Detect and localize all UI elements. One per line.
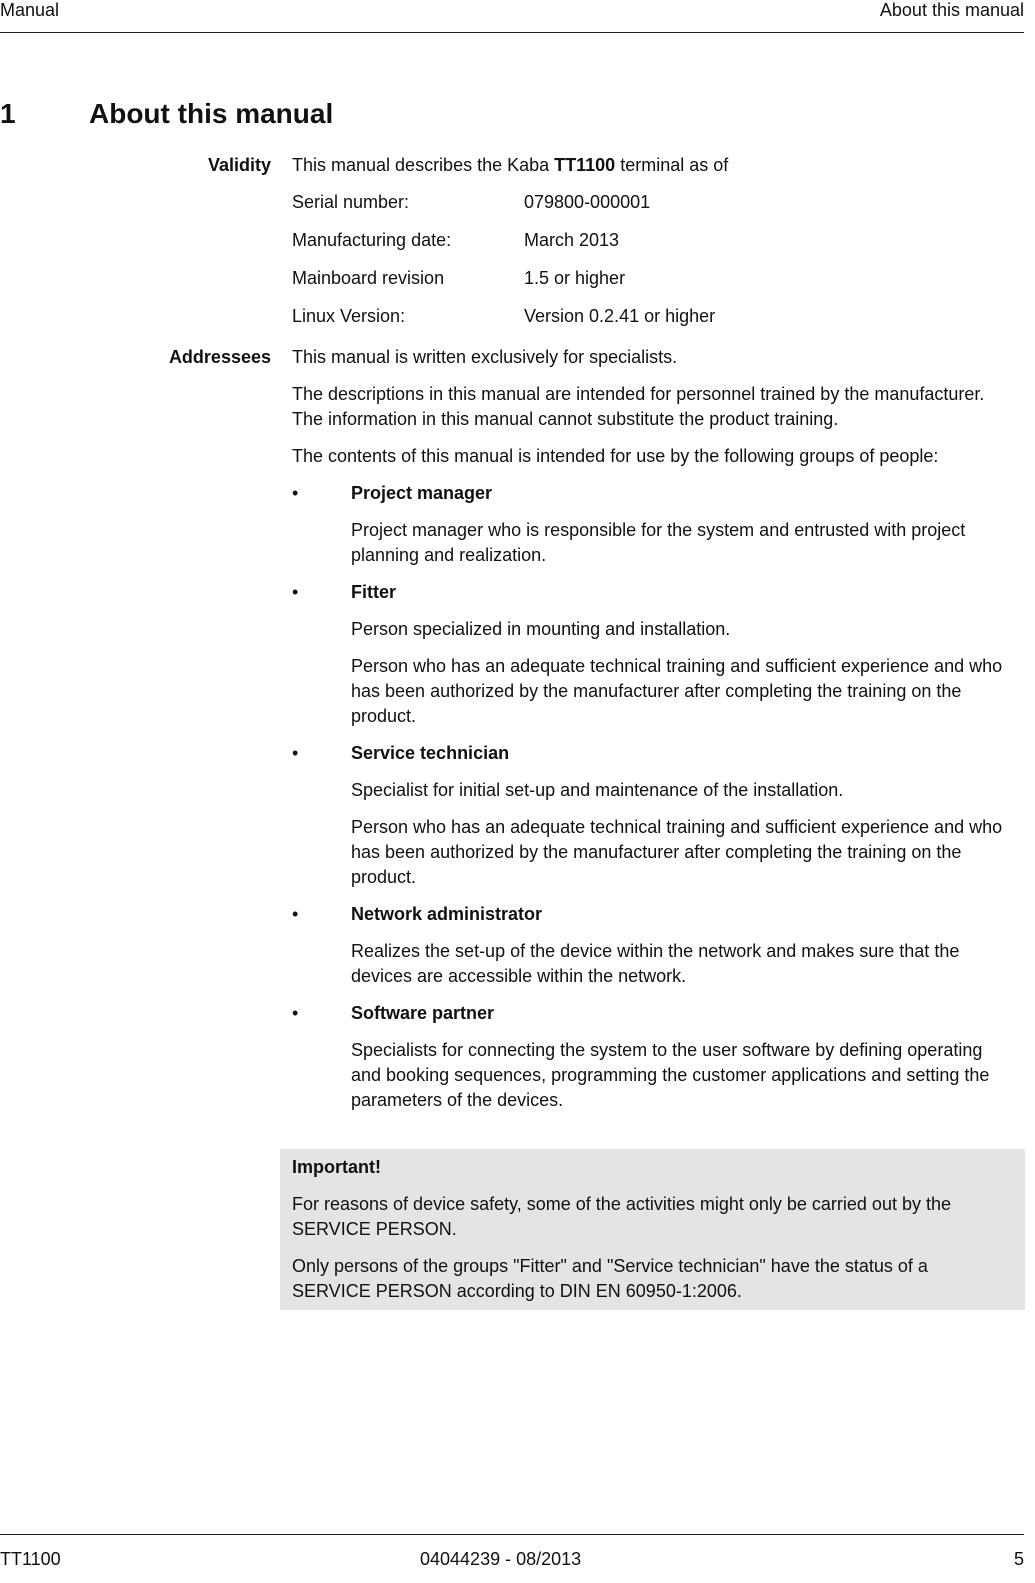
bullet: • bbox=[292, 904, 299, 924]
bullet: • bbox=[292, 582, 299, 602]
group-title: Fitter bbox=[351, 582, 396, 602]
addressees-section bbox=[292, 345, 1016, 1125]
footer-doc-number: 04044239 - 08/2013 bbox=[420, 1549, 582, 1569]
validity-row-serial bbox=[292, 190, 1016, 215]
group-software-partner bbox=[292, 1001, 1016, 1026]
validity-intro-post: terminal as of bbox=[615, 155, 729, 175]
validity-value: 1.5 or higher bbox=[524, 268, 626, 288]
footer-product: TT1100 bbox=[0, 1549, 61, 1569]
validity-key: Mainboard revision bbox=[292, 268, 445, 288]
validity-label: Validity bbox=[207, 155, 271, 175]
group-network-administrator bbox=[292, 902, 1016, 927]
notice-paragraph: Only persons of the groups "Fitter" and "Service technician" have the status of a SERVICE PERSON according to DIN EN 60950-1:2006. bbox=[292, 1256, 928, 1301]
addressees-paragraph: This manual is written exclusively for specialists. bbox=[292, 347, 678, 367]
group-title: Service technician bbox=[351, 743, 510, 763]
group-description: Person who has an adequate technical training and sufficient experience and who has been authorized by the manufacturer after completing the training on the product. bbox=[351, 817, 1003, 887]
group-fitter bbox=[292, 580, 1016, 605]
group-service-technician bbox=[292, 741, 1016, 766]
product-name: TT1100 bbox=[554, 155, 616, 175]
group-description: Person specialized in mounting and installation. bbox=[351, 619, 731, 639]
validity-key: Manufacturing date: bbox=[292, 230, 452, 250]
validity-value: March 2013 bbox=[524, 230, 620, 250]
validity-value: Version 0.2.41 or higher bbox=[524, 306, 716, 326]
validity-row-linux bbox=[292, 304, 1016, 329]
notice-title: Important! bbox=[292, 1157, 381, 1177]
group-title: Network administrator bbox=[351, 904, 543, 924]
header-divider bbox=[0, 32, 1024, 33]
validity-value: 079800-000001 bbox=[524, 192, 651, 212]
bullet: • bbox=[292, 743, 299, 763]
validity-section bbox=[292, 153, 1016, 342]
important-notice bbox=[280, 1149, 1025, 1310]
group-description: Specialist for initial set-up and maintenance of the installation. bbox=[351, 780, 844, 800]
bullet: • bbox=[292, 483, 299, 503]
addressees-label: Addressees bbox=[168, 347, 271, 367]
validity-intro bbox=[292, 153, 1016, 178]
group-project-manager bbox=[292, 481, 1016, 506]
running-header-right: About this manual bbox=[879, 0, 1024, 20]
validity-key: Linux Version: bbox=[292, 306, 406, 326]
group-description: Project manager who is responsible for the system and entrusted with project planning and realization. bbox=[351, 520, 966, 565]
validity-row-manufacturing-date bbox=[292, 228, 1016, 253]
addressees-paragraph: The descriptions in this manual are intended for personnel trained by the manufacturer. The information in this manual cannot substitute the product training. bbox=[292, 384, 985, 429]
chapter-number: 1 bbox=[0, 98, 16, 129]
chapter-title: About this manual bbox=[89, 98, 334, 129]
group-description: Person who has an adequate technical training and sufficient experience and who has been authorized by the manufacturer after completing the training on the product. bbox=[351, 656, 1003, 726]
group-description: Specialists for connecting the system to the user software by defining operating and booking sequences, programming the customer applications and setting the parameters of the devices. bbox=[351, 1040, 990, 1110]
group-title: Software partner bbox=[351, 1003, 495, 1023]
validity-key: Serial number: bbox=[292, 192, 410, 212]
addressees-paragraph: The contents of this manual is intended for use by the following groups of people: bbox=[292, 446, 939, 466]
footer-divider bbox=[0, 1534, 1024, 1535]
validity-intro-pre: This manual describes the Kaba bbox=[292, 155, 555, 175]
bullet: • bbox=[292, 1003, 299, 1023]
running-header-left: Manual bbox=[0, 0, 60, 20]
group-description: Realizes the set-up of the device within the network and makes sure that the devices are accessible within the network. bbox=[351, 941, 960, 986]
page-number: 5 bbox=[1013, 1549, 1024, 1569]
validity-row-mainboard bbox=[292, 266, 1016, 291]
notice-paragraph: For reasons of device safety, some of the activities might only be carried out by the SERVICE PERSON. bbox=[292, 1194, 951, 1239]
group-title: Project manager bbox=[351, 483, 493, 503]
